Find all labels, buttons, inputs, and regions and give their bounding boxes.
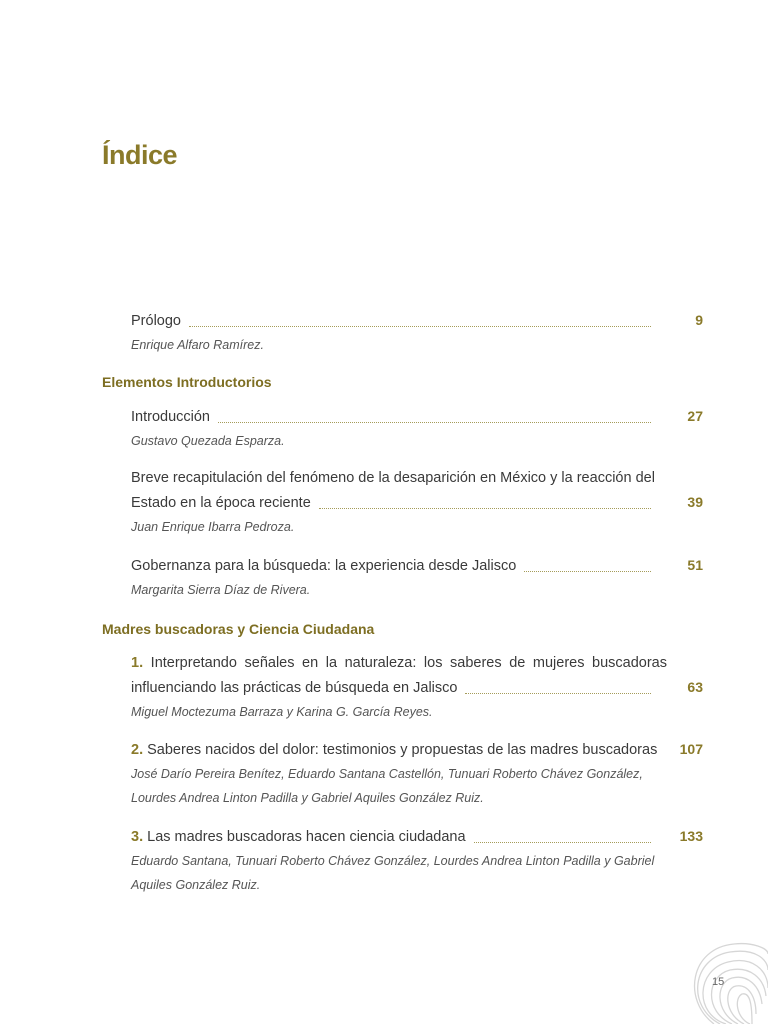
dot-leader	[218, 421, 651, 423]
entry-author: Miguel Moctezuma Barraza y Karina G. García Reyes.	[131, 705, 433, 719]
toc-entry-prologo[interactable]	[131, 308, 703, 357]
dot-leader	[465, 692, 651, 694]
chapter-number: 3.	[131, 829, 144, 845]
page-number: 15	[712, 976, 725, 988]
toc-entry-chapter-1[interactable]	[131, 651, 703, 724]
page-ref: 39	[687, 494, 703, 510]
page-ref: 9	[695, 312, 703, 328]
toc-entry-introduccion[interactable]	[131, 404, 703, 453]
entry-author-line-1: Eduardo Santana, Tunuari Roberto Chávez González, Lourdes Andrea Linton Padilla y Gabriel	[131, 854, 655, 868]
toc-entry-breve-recapitulacion[interactable]	[131, 466, 703, 539]
entry-author-line-1: José Darío Pereira Benítez, Eduardo Santana Castellón, Tunuari Roberto Chávez González,	[131, 767, 643, 781]
chapter-number: 2.	[131, 742, 144, 758]
entry-title-line-1: Interpretando señales en la naturaleza: los saberes de mujeres buscadoras	[150, 655, 667, 671]
dot-leader	[474, 841, 651, 843]
page-ref: 27	[687, 408, 703, 424]
entry-author: Enrique Alfaro Ramírez.	[131, 338, 264, 352]
entry-title: Las madres buscadoras hacen ciencia ciudadana	[147, 829, 466, 845]
chapter-number: 1.	[131, 655, 144, 671]
toc-entry-chapter-2[interactable]	[131, 737, 703, 810]
section-heading-madres: Madres buscadoras y Ciencia Ciudadana	[102, 621, 375, 637]
entry-author-line-2: Aquiles González Ruiz.	[131, 878, 261, 892]
toc-entry-chapter-3[interactable]	[131, 824, 703, 897]
entry-title: Introducción	[131, 409, 210, 425]
entry-title: Saberes nacidos del dolor: testimonios y propuestas de las madres buscadoras	[147, 742, 658, 758]
page-ref: 107	[679, 741, 703, 757]
entry-title: Gobernanza para la búsqueda: la experiencia desde Jalisco	[131, 558, 517, 574]
dot-leader	[319, 507, 651, 509]
entry-author: Margarita Sierra Díaz de Rivera.	[131, 583, 311, 597]
page-ref: 51	[687, 557, 703, 573]
dot-leader	[189, 325, 651, 327]
page-title: Índice	[102, 140, 178, 170]
dot-leader	[524, 570, 651, 572]
entry-author: Gustavo Quezada Esparza.	[131, 434, 285, 448]
entry-title: Prólogo	[131, 313, 181, 329]
entry-author: Juan Enrique Ibarra Pedroza.	[131, 520, 295, 534]
entry-title-line-2: influenciando las prácticas de búsqueda en Jalisco	[131, 680, 458, 696]
page-ref: 63	[687, 679, 703, 695]
entry-title-line-2: Estado en la época reciente	[131, 495, 311, 511]
toc-entry-gobernanza[interactable]	[131, 553, 703, 602]
fingerprint-icon	[690, 940, 768, 1024]
page-ref: 133	[679, 828, 703, 844]
entry-title-line-1: Breve recapitulación del fenómeno de la desaparición en México y la reacción del	[131, 470, 655, 486]
entry-author-line-2: Lourdes Andrea Linton Padilla y Gabriel Aquiles González Ruiz.	[131, 791, 484, 805]
section-heading-elementos: Elementos Introductorios	[102, 374, 272, 390]
